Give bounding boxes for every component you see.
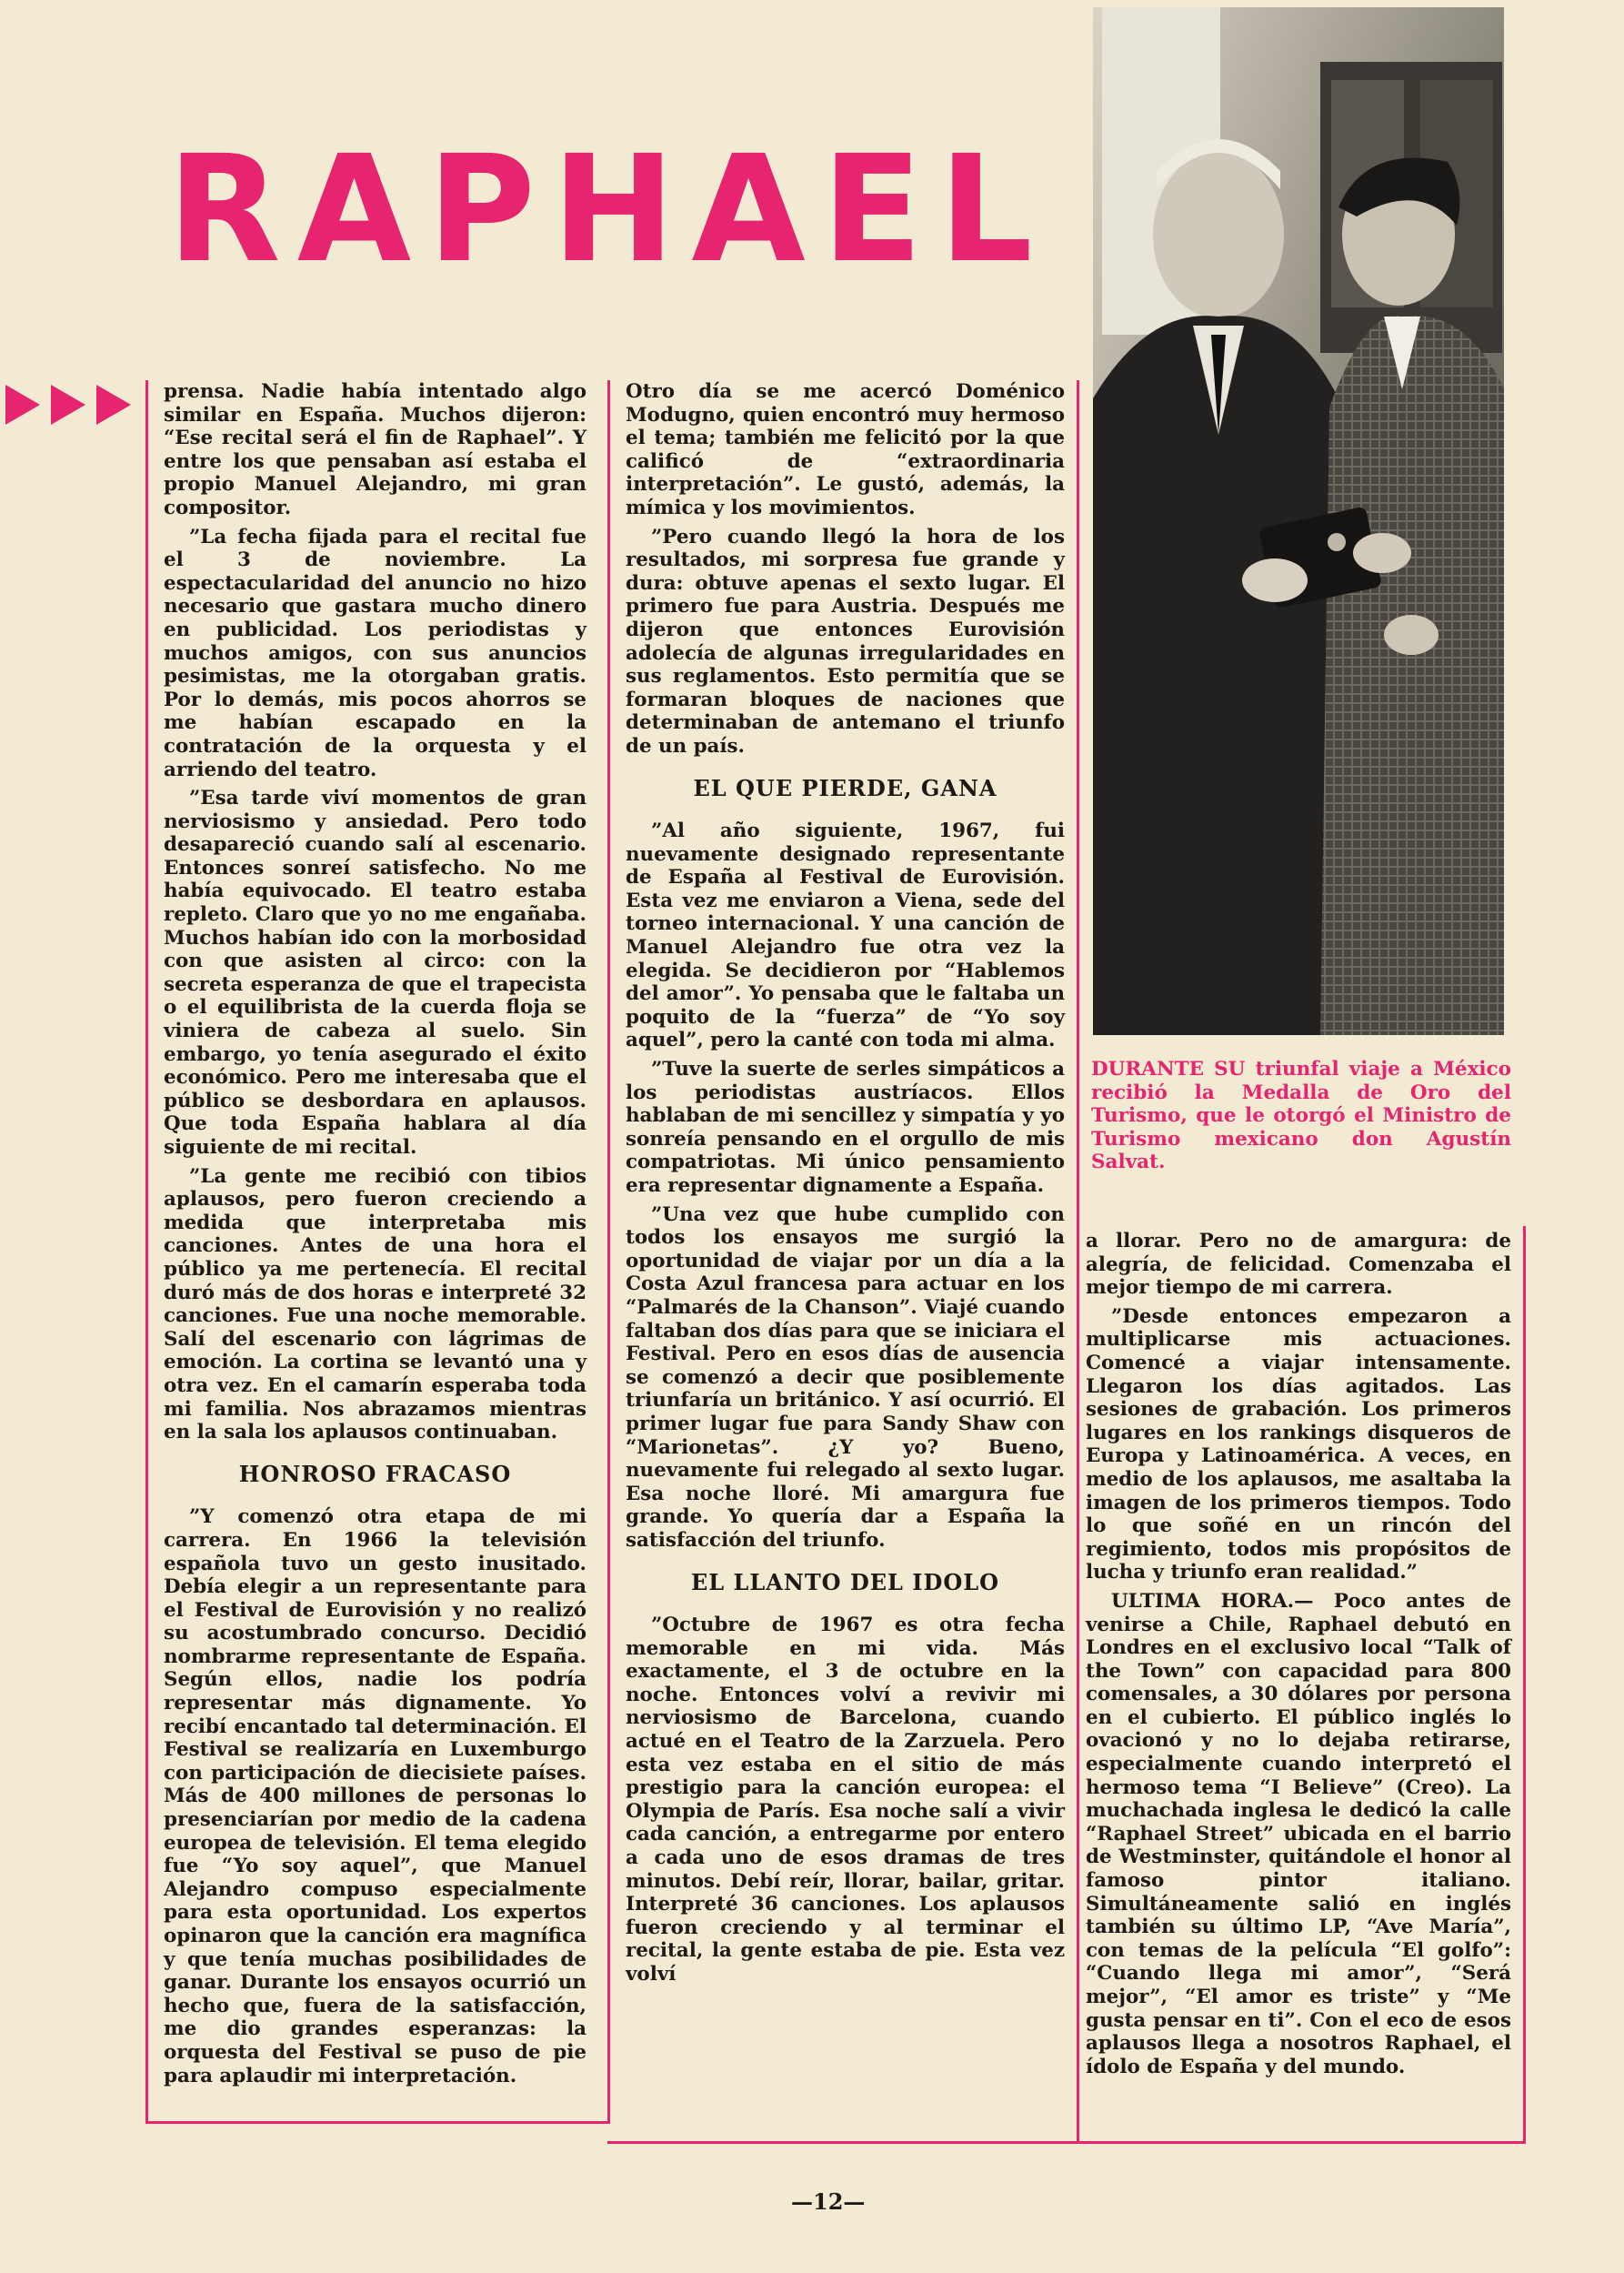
column-rule: [607, 380, 610, 2123]
paragraph: a llorar. Pero no de amargura: de alegría, de felicidad. Comenzaba el mejor tiempo de mi carrera.: [1086, 1230, 1511, 1300]
paragraph: Otro día se me acercó Doménico Modugno, quien encontró muy hermoso el tema; también me felicitó por la que calificó de “extraordinaria interpretación”. Le gustó, además, la mímica y los movimientos.: [626, 380, 1065, 519]
paragraph: ”Tuve la suerte de serles simpáticos a los periodistas austríacos. Ellos hablaban de mi sencillez y simpatía y yo sonreía pensando en el orgullo de mis compatriotas. Mi único pensamiento era representar dignamente a España.: [626, 1058, 1065, 1197]
photo-illustration: [1093, 7, 1504, 1035]
page-number: —12—: [791, 2188, 866, 2215]
paragraph: ”Octubre de 1967 es otra fecha memorable en mi vida. Más exactamente, el 3 de octubre en la noche. Entonces volví a revivir mi nerviosismo de Barcelona, cuando actué en el Teatro de la Zarzuela. Pero esta vez estaba en el sitio de más prestigio para la canción europea: el Olympia de París. Esa noche salí a vivir cada canción, a entregarme por entero a cada uno de esos dramas de tres minutos. Debí reír, llorar, bailar, gritar. Interpreté 36 canciones. Los aplausos fueron creciendo y al terminar el recital, la gente estaba de pie. Esta vez volví: [626, 1614, 1065, 1986]
column-rule: [1523, 1226, 1526, 2143]
column-rule: [145, 2121, 610, 2124]
paragraph: ”Pero cuando llegó la hora de los resultados, mi sorpresa fue grande y dura: obtuve apenas el sexto lugar. El primero fue para Austria. Después me dijeron que entonces Eurovisión adolecía de algunas irregularidades en sus reglamentos. Esto permitía que se formaran bloques de naciones que determinaban de antemano el triunfo de un país.: [626, 525, 1065, 758]
paragraph: ”La fecha fijada para el recital fue el 3 de noviembre. La espectacularidad del anuncio no hizo necesario que gastara mucho dinero en publicidad. Los periodistas y muchos amigos, con sus anuncios pesimistas, me la otorgaban gratis. Por lo demás, mis pocos ahorros se me habían escapado en la contratación de la orquesta y el arriendo del teatro.: [164, 525, 586, 781]
section-heading: EL LLANTO DEL IDOLO: [690, 1568, 999, 1595]
column-rule: [1077, 380, 1079, 2143]
paragraph: ”Al año siguiente, 1967, fui nuevamente designado representante de España al Festival de Eurovisión. Esta vez me enviaron a Viena, sede del torneo internacional. Y una canción de Manuel Alejandro fue otra vez la elegida. Se decidieron por “Hablemos del amor”. Yo pensaba que le faltaba un poquito de la “fuerza” de “Yo soy aquel”, pero la canté con toda mi alma.: [626, 820, 1065, 1052]
column-rule: [607, 2141, 1526, 2144]
text-column-1: [164, 380, 586, 2093]
section-heading: HONROSO FRACASO: [238, 1460, 512, 1487]
paragraph: ”Y comenzó otra etapa de mi carrera. En 1966 la televisión española tuvo un gesto inusitado. Debía elegir a un representante para el Festival de Eurovisión y no realizó su acostumbrado concurso. Decidió nombrarme representante de España. Según ellos, nadie los podría representar más dignamente. Yo recibí encantado tal determinación. El Festival se realizaría en Luxemburgo con participación de diecisiete países. Más de 400 millones de personas lo presenciarían por medio de la cadena europea de televisión. El tema elegido fue “Yo soy aquel”, que Manuel Alejandro compuso especialmente para esta oportunidad. Los expertos opinaron que la canción era magnífica y que tenía muchas posibilidades de ganar. Durante los ensayos ocurrió un hecho que, fuera de la satisfacción, me dio grandes esperanzas: la orquesta del Festival se puso de pie para aplaudir mi interpretación.: [164, 1505, 586, 2087]
arrow-markers-icon: [5, 379, 142, 430]
photo-raphael-medal: [1093, 7, 1504, 1035]
paragraph: ”La gente me recibió con tibios aplausos, pero fueron creciendo a medida que interpretaba mis canciones. Antes de una hora el público ya me pertenecía. El recital duró más de dos horas e interpreté 32 canciones. Fue una noche memorable. Salí del escenario con lágrimas de emoción. La cortina se levantó una y otra vez. En el camarín esperaba toda mi familia. Nos abrazamos mientras en la sala los aplausos continuaban.: [164, 1164, 586, 1444]
column-rule: [145, 380, 148, 2123]
text-column-3: [1086, 1230, 1511, 2084]
article-title: RAPHAEL: [167, 125, 1049, 296]
photo-caption: DURANTE SU triunfal viaje a México recibió la Medalla de Oro del Turismo, que le otorgó el Ministro de Turismo mexicano don Agustín Salvat.: [1091, 1058, 1511, 1173]
paragraph: ”Desde entonces empezaron a multiplicarse mis actuaciones. Comencé a viajar intensamente. Llegaron los días agitados. Las sesiones de grabación. Los primeros lugares en los rankings disqueros de Europa y Latinoamérica. A veces, en medio de los aplausos, me asaltaba la imagen de los primeros tiempos. Todo lo que soñé en un rincón del regimiento, todos mis propósitos de lucha y triunfo eran realidad.”: [1086, 1304, 1511, 1584]
paragraph: prensa. Nadie había intentado algo similar en España. Muchos dijeron: “Ese recital será el fin de Raphael”. Y entre los que pensaban así estaba el propio Manuel Alejandro, mi gran compositor.: [164, 380, 586, 519]
text-column-2: [626, 380, 1065, 1992]
paragraph: ULTIMA HORA.— Poco antes de venirse a Chile, Raphael debutó en Londres en el exclusivo local “Talk of the Town” con capacidad para 800 comensales, a 30 dólares por persona en el cubierto. El público inglés lo ovacionó y no lo dejaba retirarse, especialmente cuando interpretó el hermoso tema “I Believe” (Creo). La muchachada inglesa le dedicó la calle “Raphael Street” ubicada en el barrio de Westminster, quitándole el honor al famoso pintor italiano. Simultáneamente salió en inglés también su último LP, “Ave María”, con temas de la película “El golfo”: “Cuando llega mi amor”, “Será mejor”, “El amor es triste” y “Me gusta pensar en ti”. Con el eco de esos aplausos llega a nosotros Raphael, el ídolo de España y del mundo.: [1086, 1589, 1511, 2078]
section-heading: EL QUE PIERDE, GANA: [693, 774, 997, 801]
paragraph: ”Esa tarde viví momentos de gran nerviosismo y ansiedad. Pero todo desapareció cuando salí al escenario. Entonces sonreí satisfecho. No me había equivocado. El teatro estaba repleto. Claro que yo no me engañaba. Muchos habían ido con la morbosidad con que asisten al circo: con la secreta esperanza de que el trapecista o el equilibrista de la cuerda floja se viniera de cabeza al suelo. Sin embargo, yo tenía asegurado el éxito económico. Pero me interesaba que el público se desbordara en aplausos. Que toda España hablara al día siguiente de mi recital.: [164, 787, 586, 1159]
paragraph: ”Una vez que hube cumplido con todos los ensayos me surgió la oportunidad de viajar por un día a la Costa Azul francesa para actuar en los “Palmarés de la Chanson”. Viajé cuando faltaban dos días para que se iniciara el Festival. Pero en esos días de ausencia se comenzó a decir que posiblemente triunfaría un británico. Y así ocurrió. El primer lugar fue para Sandy Shaw con “Marionetas”. ¿Y yo? Bueno, nuevamente fui relegado al sexto lugar. Esa noche lloré. Mi amargura fue grande. Yo quería dar a España la satisfacción del triunfo.: [626, 1202, 1065, 1552]
